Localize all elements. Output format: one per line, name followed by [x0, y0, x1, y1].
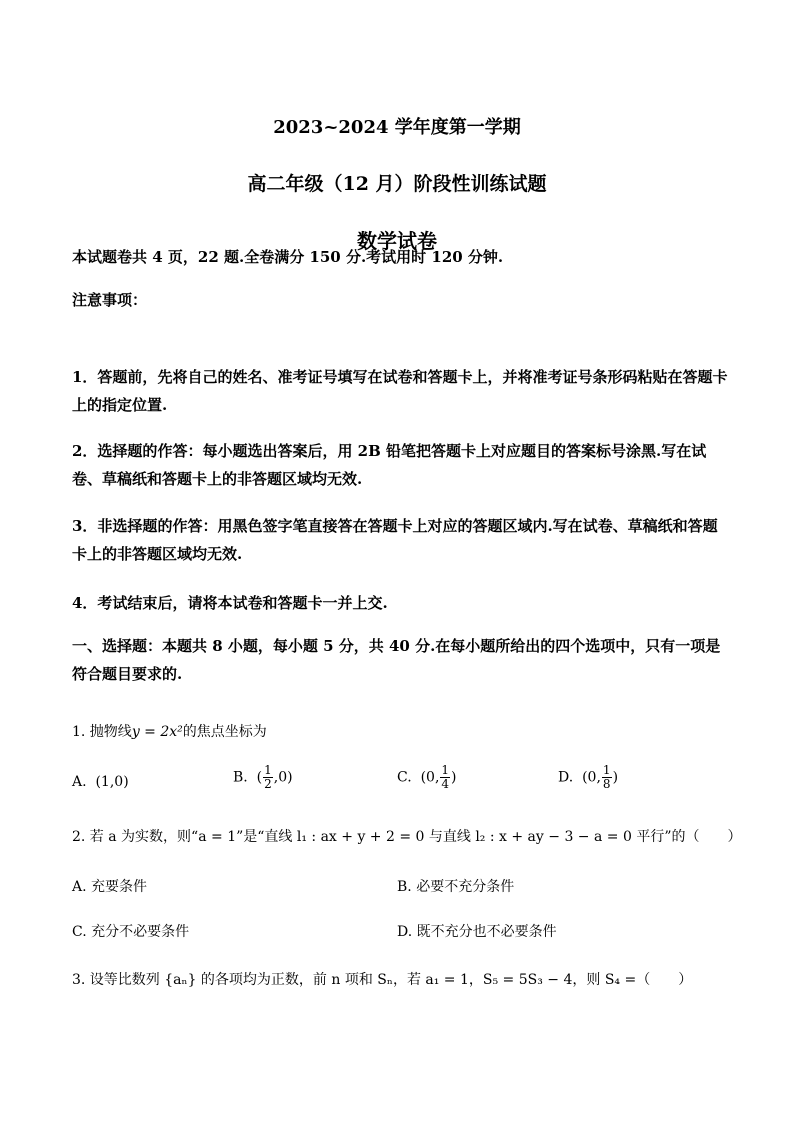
notice-item-1: 1．答题前，先将自己的姓名、准考证号填写在试卷和答题卡上，并将准考证号条形码粘贴在答题卡上的指定位置.: [72, 368, 728, 414]
question-3: 3. 设等比数列 {aₙ} 的各项均为正数，前 n 项和 Sₙ，若 a₁ = 1，S₅ = 5S₃ − 4，则 S₄ =（ ）: [72, 972, 693, 988]
q1-option-a: A. (1,0): [72, 774, 129, 790]
section-1-heading: 一、选择题：本题共 8 小题，每小题 5 分，共 40 分.在每小题所给出的四个选项中，只有一项是符合题目要求的.: [72, 637, 721, 683]
exam-year-title: 2023~2024 学年度第一学期: [273, 117, 521, 138]
question-1-formula: y = 2x²: [131, 724, 183, 740]
q2-option-c: C. 充分不必要条件: [72, 924, 190, 940]
q1-option-c: C. (0, $\frac{1}{4}$ ): [397, 763, 457, 791]
intro-text: 本试题卷共 4 页，22 题.全卷满分 150 分.考试用时 120 分钟.: [72, 248, 504, 266]
exam-name-title: 高二年级（12 月）阶段性训练试题: [247, 173, 547, 195]
q2-option-b: B. 必要不充分条件: [397, 879, 515, 895]
notice-title: 注意事项：: [72, 291, 148, 309]
question-1: [72, 722, 267, 742]
notice-item-3: 3．非选择题的作答：用黑色签字笔直接答在答题卡上对应的答题区域内.写在试卷、草稿纸和答题卡上的非答题区域均无效.: [72, 517, 718, 563]
q2-option-d: D. 既不充分也不必要条件: [397, 924, 557, 940]
question-1-prefix: 1. 抛物线: [72, 724, 132, 740]
q1-option-d-fraction: $\frac{1}{8}$: [602, 763, 611, 791]
q2-option-a: A. 充要条件: [72, 879, 148, 895]
question-1-suffix: 的焦点坐标为: [182, 724, 267, 740]
subject-title: 数学试卷: [357, 229, 437, 253]
q1-option-c-fraction: $\frac{1}{4}$: [441, 763, 450, 791]
question-2: 2. 若 a 为实数，则“a = 1”是“直线 l₁ : ax + y + 2 = 0 与直线 l₂ : x + ay − 3 − a = 0 平行”的（ ）: [72, 829, 742, 845]
q1-option-b: B. ( $\frac{1}{2}$ ,0): [233, 763, 293, 791]
notice-item-4: 4．考试结束后，请将本试卷和答题卡一并上交.: [72, 594, 388, 612]
q1-option-b-fraction: $\frac{1}{2}$: [264, 763, 272, 791]
q1-option-d: D. (0, $\frac{1}{8}$ ): [558, 763, 619, 791]
notice-item-2: 2．选择题的作答：每小题选出答案后，用 2B 铅笔把答题卡上对应题目的答案标号涂黑.写在试卷、草稿纸和答题卡上的非答题区域均无效.: [72, 442, 707, 488]
